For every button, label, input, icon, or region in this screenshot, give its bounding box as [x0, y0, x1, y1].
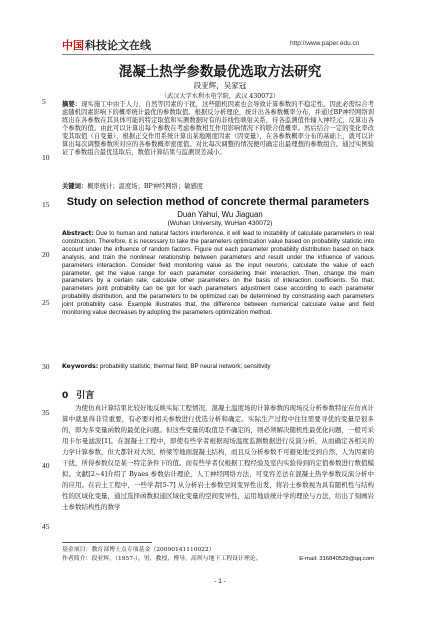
page-number: - 1 -: [214, 578, 226, 585]
footnote-rule: [62, 542, 152, 543]
section-number: 0: [62, 391, 69, 401]
body-text: 为使仿真计算结果比较好地反映实际工程情况，混凝土温度场的计算参数的现场反分析参数特征在仿真计算中就显得非常重要，有必要对相关参数进行优选分析和确定。实际生产过程中往往需要寻优的变量是很多的，即为多变量函数的最优化问题。但这些变量的取值是不确定的，则必须解决随机性最优化问题，一般可采用卡尔曼滤波[1]。在混凝土工程中，即使有些学者根据现场温度监测数据进行反演分析，从而确定各相关的力学计算参数，但大都针对大坝、桥梁等地面混凝土结构，而且反分析参数不可避免地受到自然、人为因素的干扰，所得参数仅是某一特定条件下的值。而有些学者仅根据工程经验及室内实验得到的定值参数进行数值模拟。文献[2~4]介绍了 Byaes 参数估计理论，人工神经网络方法，可变容差法在混凝土热学参数反演分析中的应用。在岩土工程中，一些学者[5-7] 从分析岩土参数空间变异性出发，将岩土参数视为具有随机性与结构性的区域化变量，通过选择函数拟通区域化变量的空间变异性，运用地质统计学的理论与方法，给出了刻画岩土参数结构性的数学: [62, 404, 374, 511]
abstract-english: [62, 230, 374, 317]
abstract-label-english: Abstract:: [62, 230, 94, 237]
abstract-label-chinese: 摘要：: [62, 101, 82, 108]
line-number: 10: [42, 153, 50, 162]
section-heading: [62, 388, 94, 401]
logo-black-text: 科技论文在线: [85, 39, 151, 52]
author-email[interactable]: E-mail: 316840529@qq.com: [299, 556, 374, 562]
abstract-text-chinese: 现实施工中由于人力、自然等因素的干扰，这些随机因素也会导致计算参数的不稳定性。因此必需综合考虑随机因素影响下的概率统计最优的参数取值。根据反分析理论，统计出各参数概率分布，并通过BP神经网络训练出在各参数在其具体可能的特定取值和实测数据时有的非线性映射关系，待各监测值作输入神经元，反算出各个参数的值。由此可以计算出每个参数在考虑参数相互作用影响情况下的联合值概率。然后结合一定的变化率改变其取值（自变量），根据正交作用系统计算出某地刚度因素（因变量），在各参数概率分布的基础上，就可以计算出每次调整参数所对应的各参数概率密度值。对比每次调整的情况便可确定出最理想的参数组合。通过实例验证了参数组合最优选取后，数值计算结果与监测误差减小。: [62, 101, 375, 156]
header-rule: [62, 54, 374, 55]
keywords-label-chinese: 关键词：: [62, 183, 88, 190]
title-english: Study on selection method of concrete thermal parameters: [66, 196, 370, 208]
footnote-author: [62, 555, 374, 563]
footnote-author-text: 作者简介：段亚辉，（1957-），男，教授、博导，高坝与地下工程设计理论。: [62, 556, 262, 562]
page-header: [0, 0, 440, 56]
keywords-english: [62, 363, 374, 371]
abstract-text-english: Due to human and natural factors interference, it will lead to instability of calculate parameters in real construction. Therefore, it is necessary to take the parameters optimization value based on probability statistic into account under the influence of random factors. Figure out each parameter probability distribution based on back analysis, and train the nonlinear relationship between parameters and result under the influence of various parameters interaction. Consider field monitoring value as the input neurons, calculate the value of each parameter, get the value range for each parameter considering their interaction. Then, change the main parameters by a certain rate, calculate other parameters on the basis of interaction coefficients. So that, parameters joint probability can be got for each parameters adjustment case according to each parameter probability distribution, and the parameters to be optimized can be determined by constrasting each parameters joint probability case. Example illustrates that, the difference between numerical calculate value and field monitoring value decreases by adopting the parameters optimization method.: [62, 230, 374, 317]
keywords-text-english: probability statistic; thermal field; BP neural network; sensitivity: [98, 363, 271, 370]
affiliation-chinese: （武汉大学水利水电学院，武汉 430072）: [160, 93, 280, 100]
authors-english: Duan Yahui, Wu Jiaguan: [177, 210, 263, 219]
logo-red-text: 中国: [62, 39, 84, 52]
site-url[interactable]: http://www.paper.edu.cn: [290, 40, 360, 47]
line-number: 30: [42, 362, 50, 371]
authors-chinese: 段亚辉，吴家冠: [193, 81, 247, 90]
keywords-chinese: [62, 183, 374, 191]
line-number: 35: [42, 408, 50, 417]
line-number: 25: [42, 298, 50, 307]
section-title: 引言: [76, 391, 95, 401]
keywords-text-chinese: 概率统计；温度场；BP神经网络；敏感度: [87, 183, 204, 190]
footnote-funding: 基金项目：教育部博士点专项基金（20090141110022）: [62, 547, 215, 553]
affiliation-english: (Wuhan University, WuHan 430072): [167, 220, 273, 227]
abstract-chinese: [62, 101, 374, 157]
title-chinese: 混凝土热学参数最优选取方法研究: [118, 64, 322, 80]
line-number: 5: [42, 97, 46, 106]
keywords-label-english: Keywords:: [62, 363, 99, 370]
line-number: 20: [42, 250, 50, 259]
line-number: 45: [42, 522, 50, 531]
line-number: 15: [42, 200, 50, 209]
site-logo[interactable]: [62, 38, 151, 52]
line-number: 40: [42, 461, 50, 470]
